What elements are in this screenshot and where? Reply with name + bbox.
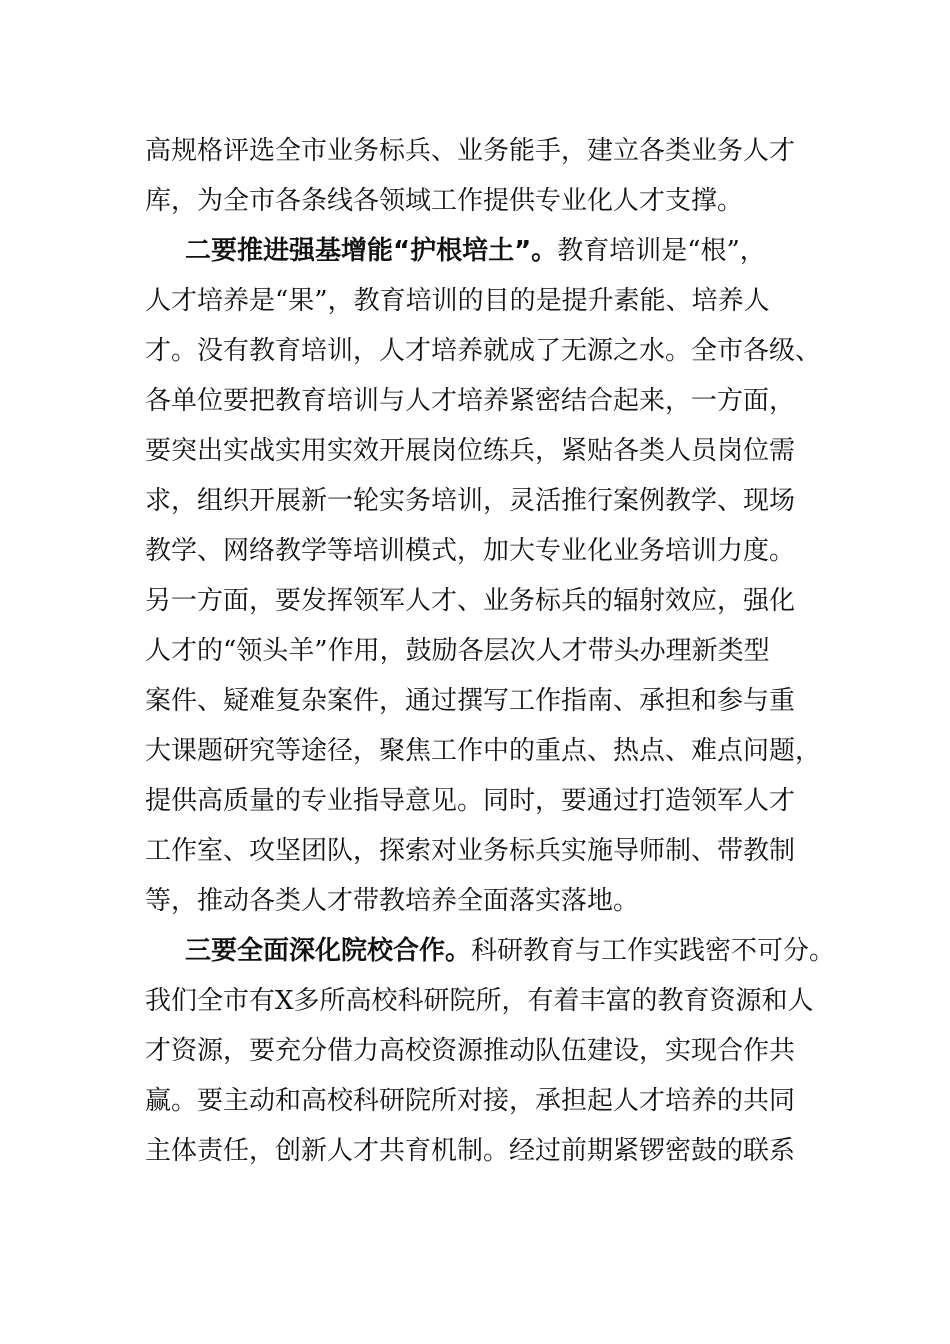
text-line <box>145 776 795 826</box>
text-line <box>145 276 770 326</box>
text-line <box>145 626 770 676</box>
text-line <box>145 126 795 176</box>
line-text: 我们全市有X多所高校科研院所，有着丰富的教育资源和人 <box>145 986 814 1016</box>
text-line <box>145 576 795 626</box>
line-text: 科研教育与工作实践密不可分。 <box>471 936 836 966</box>
line-text: 案件、疑难复杂案件，通过撰写工作指南、承担和参与重 <box>145 686 796 716</box>
text-line <box>145 1026 795 1076</box>
paragraph-heading-line <box>185 226 766 276</box>
line-text: 等，推动各类人才带教培养全面落实落地。 <box>145 886 640 916</box>
text-line <box>145 376 795 426</box>
line-text: 库，为全市各条线各领域工作提供专业化人才支撑。 <box>145 186 744 216</box>
text-line <box>145 726 821 776</box>
paragraph-heading: 三要全面深化院校合作。 <box>185 936 472 966</box>
line-text: 大课题研究等途径，聚焦工作中的重点、热点、难点问题， <box>145 736 822 766</box>
text-line <box>145 1076 795 1126</box>
line-text: 赢。要主动和高校科研院所对接，承担起人才培养的共同 <box>145 1086 796 1116</box>
line-text: 人才培养是“果”，教育培训的目的是提升素能、培养人 <box>145 286 770 316</box>
text-line <box>145 176 743 226</box>
paragraph-heading: 二要推进强基增能“护根培土”。 <box>185 236 558 266</box>
text-line <box>145 526 795 576</box>
line-text: 教育培训是“根”， <box>557 236 766 266</box>
line-text: 教学、网络教学等培训模式，加大专业化业务培训力度。 <box>145 536 796 566</box>
line-text: 主体责任，创新人才共育机制。经过前期紧锣密鼓的联系 <box>145 1136 796 1166</box>
text-line <box>145 976 814 1026</box>
line-text: 各单位要把教育培训与人才培养紧密结合起来，一方面， <box>145 386 796 416</box>
line-text: 工作室、攻坚团队，探索对业务标兵实施导师制、带教制 <box>145 836 796 866</box>
line-text: 高规格评选全市业务标兵、业务能手，建立各类业务人才 <box>145 136 796 166</box>
line-text: 求，组织开展新一轮实务培训，灵活推行案例教学、现场 <box>145 486 796 516</box>
line-text: 才资源，要充分借力高校资源推动队伍建设，实现合作共 <box>145 1036 796 1066</box>
line-text: 提供高质量的专业指导意见。同时，要通过打造领军人才 <box>145 786 796 816</box>
text-line <box>145 676 795 726</box>
line-text: 要突出实战实用实效开展岗位练兵，紧贴各类人员岗位需 <box>145 436 796 466</box>
text-line <box>145 426 795 476</box>
line-text: 才。没有教育培训，人才培养就成了无源之水。全市各级、 <box>145 336 822 366</box>
text-line <box>145 876 639 926</box>
line-text: 另一方面，要发挥领军人才、业务标兵的辐射效应，强化 <box>145 586 796 616</box>
line-text: 人才的“领头羊”作用，鼓励各层次人才带头办理新类型 <box>145 636 770 666</box>
text-line <box>145 476 795 526</box>
paragraph-heading-line <box>185 926 835 976</box>
text-line <box>145 826 795 876</box>
text-line <box>145 1126 795 1176</box>
text-line <box>145 326 821 376</box>
